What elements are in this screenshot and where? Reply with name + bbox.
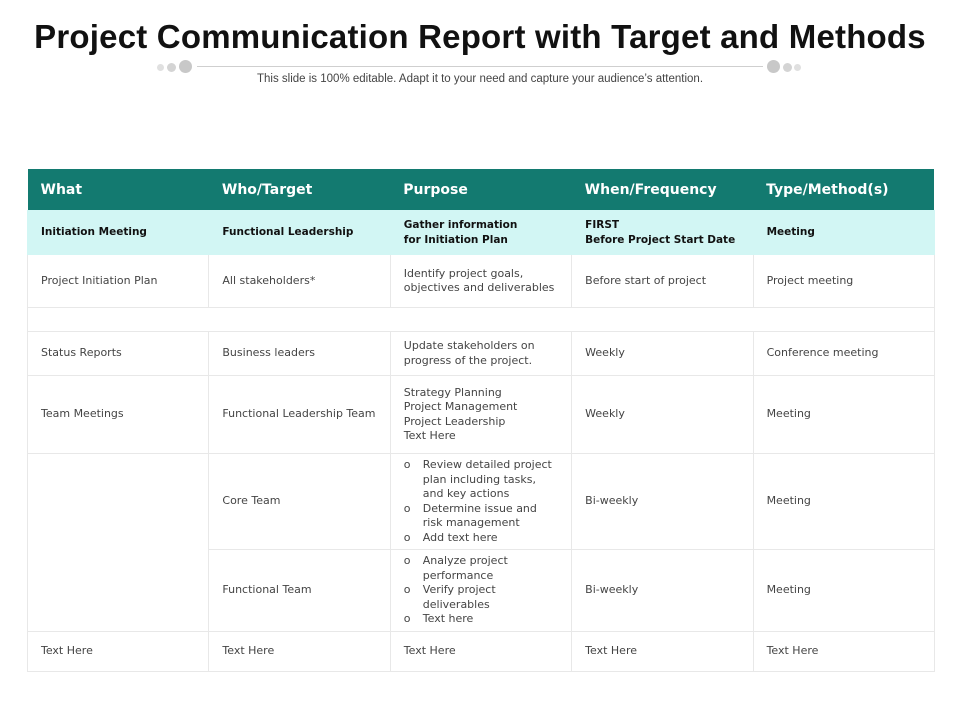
cell-when	[572, 211, 753, 255]
cell-type: Conference meeting	[753, 332, 934, 376]
list-item: o Add text here	[404, 531, 558, 546]
cell-when: Before start of project	[572, 255, 753, 308]
column-header-purpose: Purpose	[390, 169, 571, 211]
cell-type: Meeting	[753, 550, 934, 632]
purpose-line: Strategy Planning	[403, 385, 502, 399]
cell-what: Text Here	[28, 632, 209, 672]
page-title: Project Communication Report with Target and Methods	[34, 18, 926, 55]
cell-what: Project Initiation Plan	[28, 255, 209, 308]
cell-type: Meeting	[753, 211, 934, 255]
cell-who: Functional Leadership Team	[209, 376, 390, 454]
purpose-bullet-list	[404, 554, 558, 627]
purpose-line: Project Management	[403, 400, 518, 413]
cell-purpose	[390, 550, 571, 632]
purpose-line: Text Here	[403, 429, 456, 442]
cell-purpose	[390, 454, 571, 550]
cell-purpose: Update stakeholders on progress of the project.	[390, 332, 571, 376]
empty-cell	[28, 308, 935, 332]
when-line: Before Project Start Date	[585, 233, 736, 246]
cell-purpose: Identify project goals, objectives and deliverables	[390, 255, 571, 308]
purpose-line: Project Leadership	[403, 414, 506, 428]
title-divider	[157, 60, 803, 74]
list-item: o Text here	[404, 612, 558, 627]
cell-type: Meeting	[753, 454, 934, 550]
list-item: o Review detailed project plan including tasks, and key actions	[404, 458, 558, 502]
when-line: FIRST	[585, 219, 620, 231]
subtitle: This slide is 100% editable. Adapt it to your need and capture your audience’s attention.	[256, 73, 704, 85]
cell-what: Initiation Meeting	[28, 211, 209, 255]
cell-purpose	[390, 211, 571, 255]
cell-who: Text Here	[209, 632, 390, 672]
cell-type: Text Here	[753, 632, 934, 672]
table-header-row	[28, 169, 935, 211]
cell-who: Functional Leadership	[209, 211, 390, 255]
table-row-team-meetings	[28, 376, 935, 454]
cell-purpose: Text Here	[390, 632, 571, 672]
table-row-project-initiation-plan	[28, 255, 935, 308]
column-header-who-target: Who/Target	[209, 169, 390, 211]
list-item: o Verify project deliverables	[404, 583, 558, 612]
cell-what: Team Meetings	[28, 376, 209, 454]
cell-purpose	[390, 376, 571, 454]
cell-what-empty	[28, 454, 209, 632]
cell-who: Business leaders	[209, 332, 390, 376]
table-row-text-here	[28, 632, 935, 672]
cell-when: Bi-weekly	[572, 454, 753, 550]
table-row-empty	[28, 308, 935, 332]
purpose-line: Gather information	[403, 219, 518, 231]
column-header-what: What	[28, 169, 209, 211]
table-row-core-team	[28, 454, 935, 550]
cell-type: Meeting	[753, 376, 934, 454]
purpose-bullet-list	[404, 458, 558, 545]
column-header-type-methods: Type/Method(s)	[753, 169, 934, 211]
cell-who: Core Team	[209, 454, 390, 550]
table-row-status-reports	[28, 332, 935, 376]
cell-who: All stakeholders*	[209, 255, 390, 308]
cell-who: Functional Team	[209, 550, 390, 632]
cell-what: Status Reports	[28, 332, 209, 376]
cell-when: Weekly	[572, 332, 753, 376]
cell-when: Weekly	[572, 376, 753, 454]
list-item: o Determine issue and risk management	[404, 502, 558, 531]
communication-table	[27, 169, 935, 672]
cell-when: Text Here	[572, 632, 753, 672]
list-item: o Analyze project performance	[404, 554, 558, 583]
purpose-line: for Initiation Plan	[403, 233, 508, 246]
cell-when: Bi-weekly	[572, 550, 753, 632]
column-header-when-frequency: When/Frequency	[572, 169, 753, 211]
table-row-initiation-meeting	[28, 211, 935, 255]
cell-type: Project meeting	[753, 255, 934, 308]
